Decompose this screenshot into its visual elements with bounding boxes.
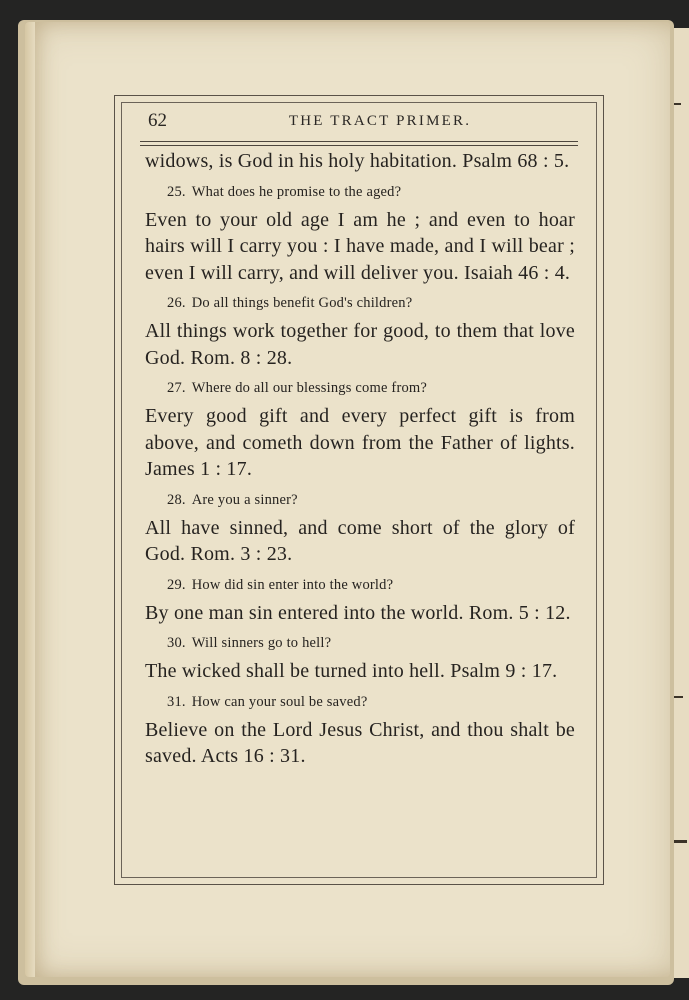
question (145, 491, 575, 510)
catechism-entry (145, 634, 575, 685)
page-number: 62 (148, 110, 167, 131)
question-number: 26. (167, 295, 186, 311)
header-rule (140, 141, 578, 142)
answer: All have sinned, and come short of the glory of God. Rom. 3 : 23. (145, 516, 575, 565)
question-text: How can your soul be saved? (191, 693, 368, 710)
page-binding-edge (25, 22, 35, 977)
catechism-entry (145, 491, 575, 568)
question-text: Do all things benefit God's children? (191, 295, 413, 311)
question-number: 27. (167, 380, 186, 396)
question (145, 183, 575, 202)
question (145, 634, 575, 653)
answer: Even to your old age I am he ; and even to hoar hairs will I carry you : I have made, and I will bear ; even I will carry, and will deliver you. Isaiah 46 : 4. (145, 208, 575, 284)
running-title: THE TRACT PRIMER. (288, 113, 472, 129)
question-text: What does he promise to the aged? (191, 183, 402, 200)
question-number: 30. (167, 635, 186, 651)
question (145, 294, 575, 313)
question-number: 25. (167, 183, 186, 200)
answer: Believe on the Lord Jesus Christ, and thou shalt be saved. Acts 16 : 31. (145, 718, 575, 767)
header-rule (140, 145, 578, 146)
answer: All things work together for good, to them that love God. Rom. 8 : 28. (145, 320, 575, 369)
answer: The wicked shall be turned into hell. Psalm 9 : 17. (145, 660, 558, 682)
question (145, 693, 575, 712)
question-number: 31. (167, 693, 186, 710)
answer: Every good gift and every perfect gift is from above, and cometh down from the Father of lights. James 1 : 17. (145, 405, 575, 480)
catechism-entry (145, 183, 575, 287)
primer-text (145, 148, 575, 770)
question (145, 379, 575, 398)
catechism-entry (145, 294, 575, 371)
question-text: Will sinners go to hell? (191, 635, 332, 651)
question-text: Are you a sinner? (191, 491, 298, 508)
running-head (148, 110, 578, 136)
facing-page-mark (673, 696, 683, 698)
question-number: 29. (167, 576, 186, 593)
question-number: 28. (167, 491, 186, 508)
question-text: Where do all our blessings come from? (191, 380, 428, 396)
catechism-entry (145, 379, 575, 483)
answer: By one man sin entered into the world. Rom. 5 : 12. (145, 601, 571, 624)
catechism-entry (145, 693, 575, 770)
question-text: How did sin enter into the world? (191, 576, 394, 593)
opening-text: widows, is God in his holy habitation. Psalm 68 : 5. (145, 150, 570, 172)
catechism-entry (145, 576, 575, 627)
question (145, 576, 575, 595)
